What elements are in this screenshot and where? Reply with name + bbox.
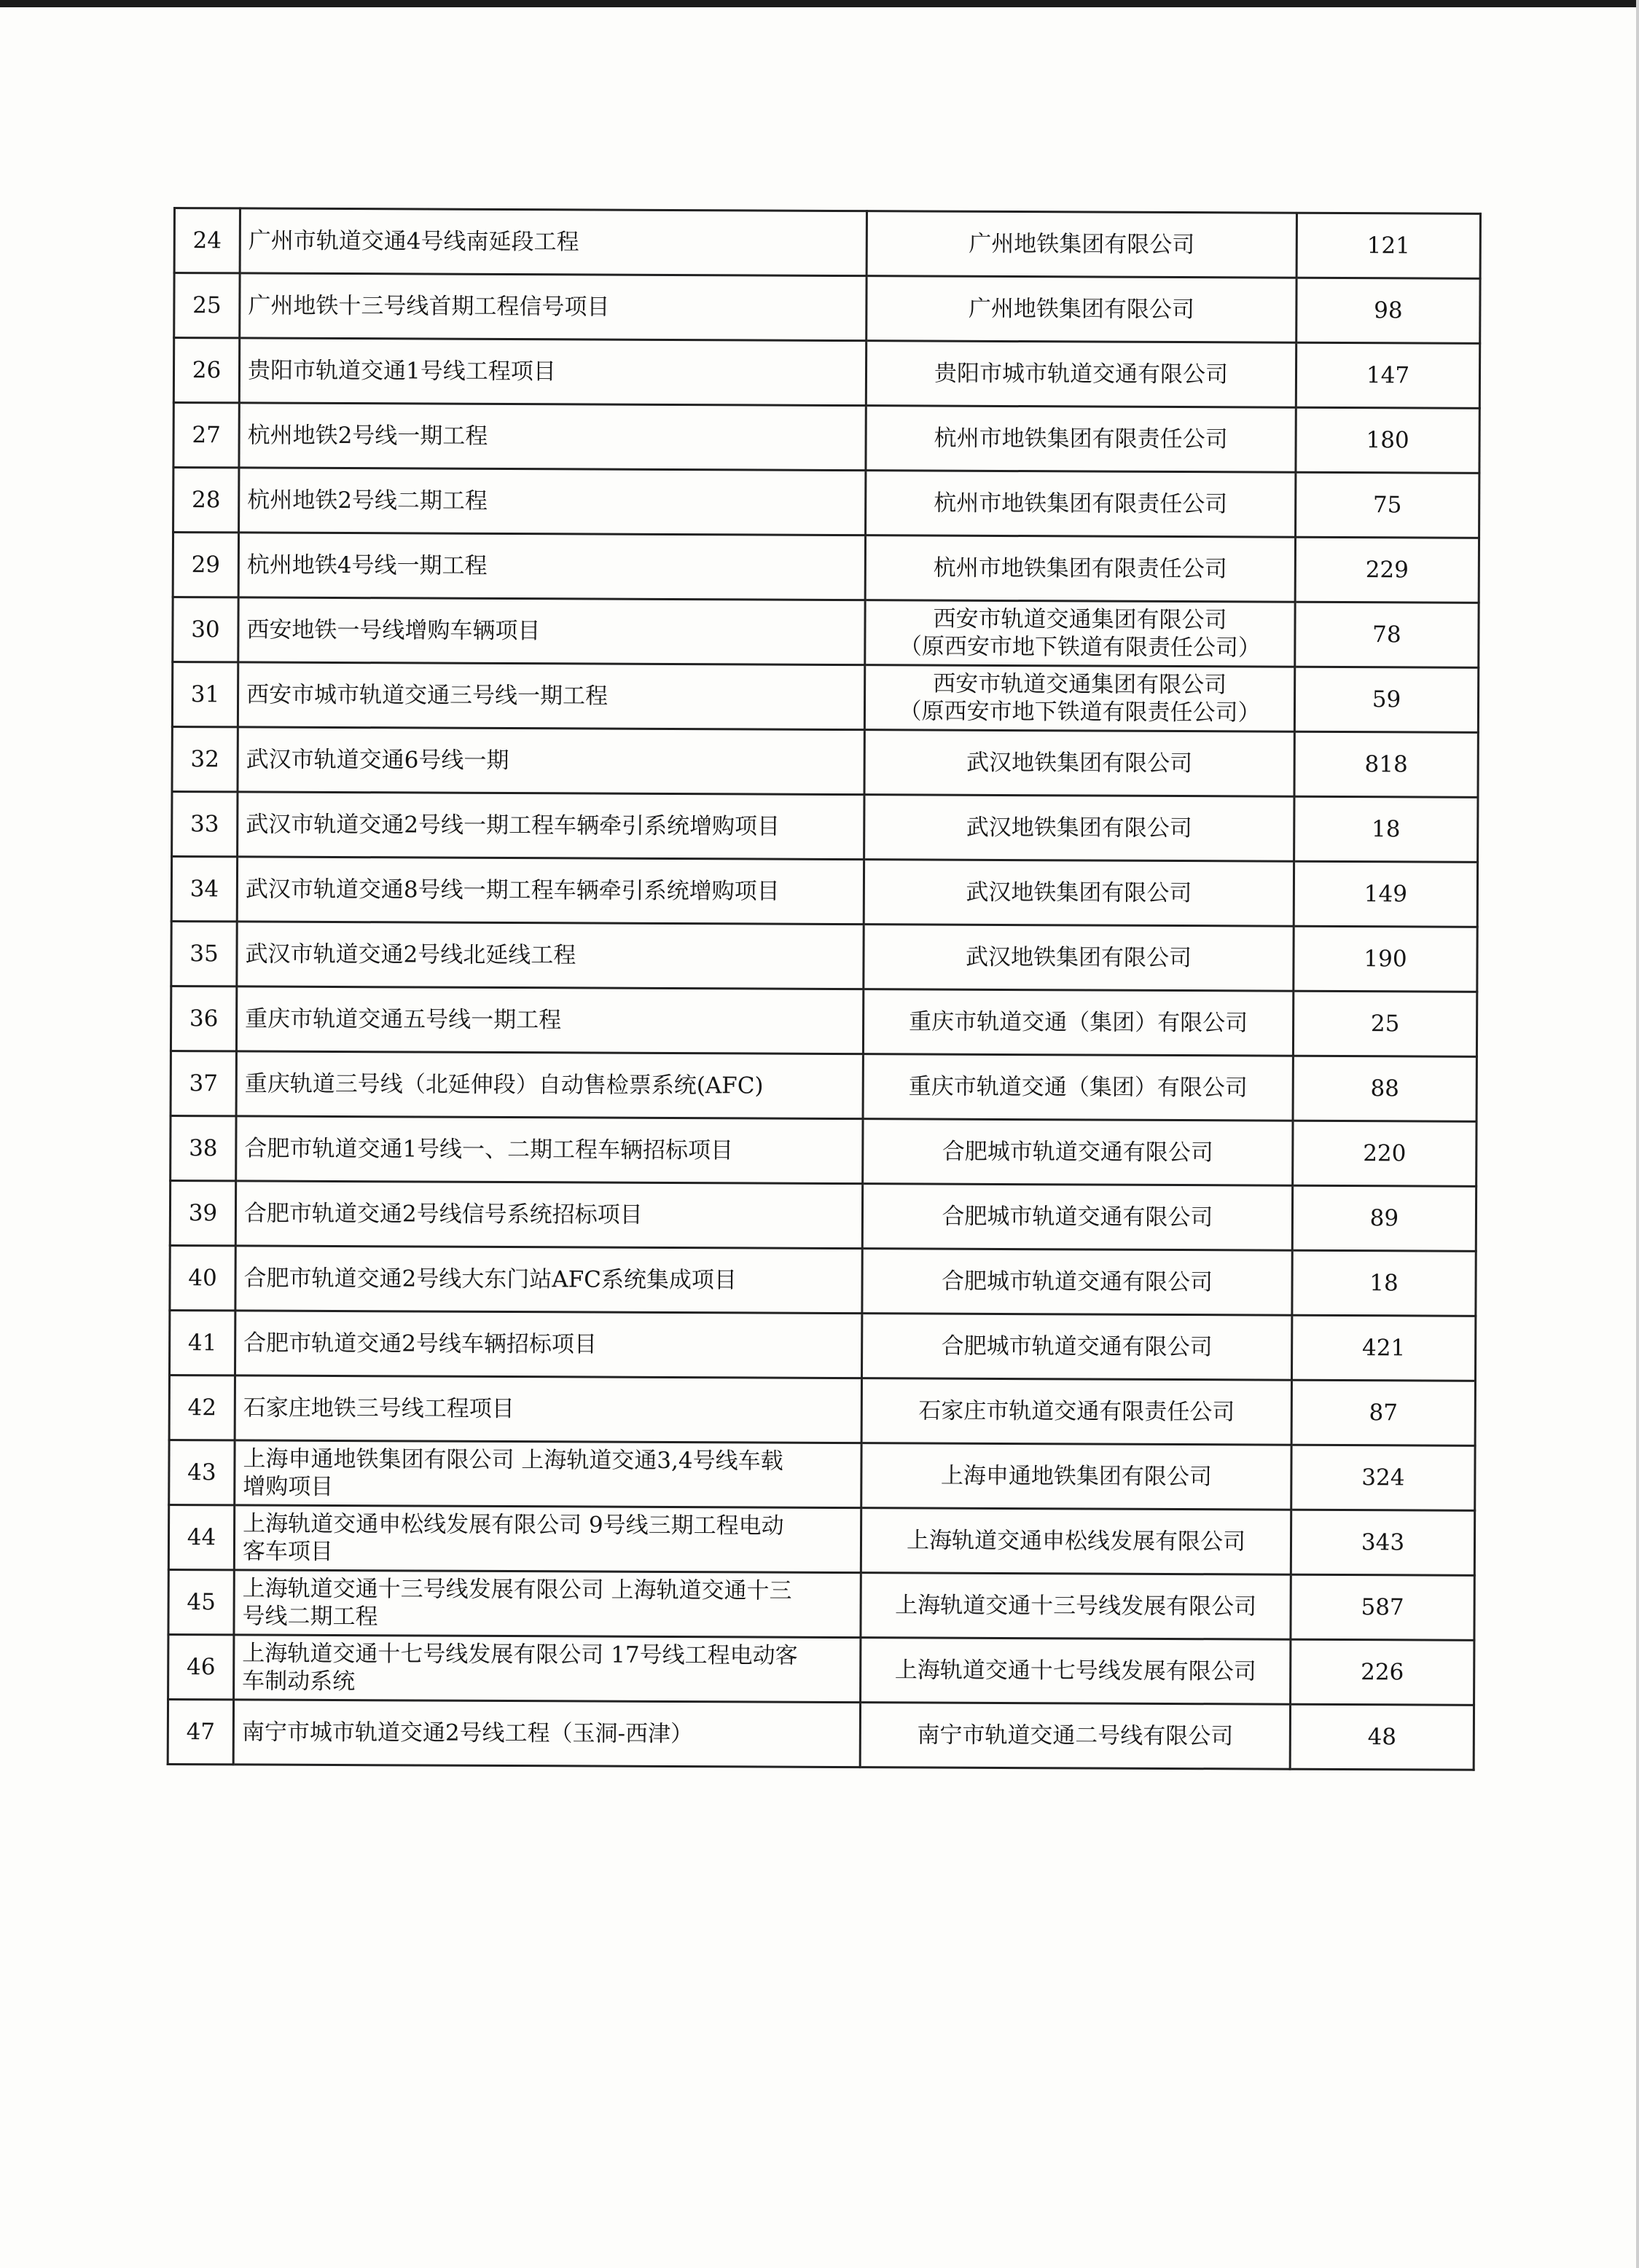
table-row: [171, 921, 1477, 992]
project-name: 重庆市轨道交通五号线一期工程: [236, 986, 863, 1054]
amount-value: 89: [1292, 1185, 1476, 1251]
company-name: 武汉地铁集团有限公司: [864, 860, 1294, 927]
amount-value: 18: [1292, 1250, 1476, 1316]
company-name-line1: 西安市轨道交通集团有限公司: [933, 605, 1227, 634]
project-table: [167, 207, 1482, 1771]
project-name-line1: 上海申通地铁集团有限公司 上海轨道交通3,4号线车载: [243, 1445, 783, 1475]
row-number: 42: [169, 1375, 235, 1440]
company-name: 合肥城市轨道交通有限公司: [861, 1314, 1291, 1381]
amount-value: 421: [1291, 1315, 1475, 1381]
row-number: 40: [170, 1245, 235, 1310]
row-number: 38: [171, 1115, 236, 1180]
amount-value: 147: [1296, 342, 1479, 408]
company-name: 杭州市地铁集团有限责任公司: [865, 535, 1295, 603]
row-number: 37: [171, 1051, 236, 1115]
company-name: 武汉地铁集团有限公司: [864, 730, 1294, 797]
project-name-line2: 增购项目: [243, 1473, 334, 1500]
amount-value: 78: [1295, 602, 1479, 667]
amount-value: 226: [1291, 1639, 1474, 1705]
row-number: 46: [168, 1634, 234, 1699]
row-number: 32: [172, 726, 238, 791]
project-name-line2: 号线二期工程: [242, 1603, 378, 1631]
project-name: 南宁市城市轨道交通2号线工程（玉洞-西津）: [233, 1700, 860, 1767]
project-name: 西安市城市轨道交通三号线一期工程: [238, 662, 864, 730]
company-name-line1: 西安市轨道交通集团有限公司: [933, 670, 1227, 699]
project-name: 合肥市轨道交通1号线一、二期工程车辆招标项目: [236, 1116, 863, 1184]
project-name: 杭州地铁2号线二期工程: [239, 468, 866, 535]
company-name: 武汉地铁集团有限公司: [864, 795, 1294, 862]
table-row: [174, 208, 1480, 279]
company-name: 重庆市轨道交通（集团）有限公司: [863, 989, 1293, 1056]
company-name: 合肥城市轨道交通有限公司: [862, 1184, 1292, 1251]
row-number: 30: [173, 597, 238, 662]
project-name-line1: 上海轨道交通十七号线发展有限公司 17号线工程电动客: [242, 1640, 798, 1669]
company-name: 上海轨道交通十三号线发展有限公司: [861, 1573, 1291, 1640]
company-name: 杭州市地铁集团有限责任公司: [866, 406, 1296, 473]
table-row: [172, 791, 1478, 862]
company-name: 合肥城市轨道交通有限公司: [863, 1119, 1293, 1186]
scan-right-edge: [1636, 0, 1639, 2268]
company-name: 贵阳市城市轨道交通有限公司: [866, 341, 1296, 408]
project-name-line1: 上海轨道交通十三号线发展有限公司 上海轨道交通十三: [242, 1575, 792, 1604]
table-row: [172, 726, 1478, 797]
table-row: [171, 1115, 1476, 1186]
amount-value: 25: [1293, 991, 1476, 1056]
amount-value: 324: [1291, 1445, 1475, 1510]
project-name-line1: 上海轨道交通申松线发展有限公司 9号线三期工程电动: [243, 1510, 784, 1539]
project-name: 武汉市轨道交通6号线一期: [238, 727, 864, 795]
table-row: [169, 1375, 1475, 1445]
row-number: 44: [168, 1504, 234, 1569]
amount-value: 190: [1294, 926, 1477, 992]
company-name: 上海轨道交通申松线发展有限公司: [861, 1508, 1291, 1575]
project-name: 石家庄地铁三号线工程项目: [235, 1376, 861, 1443]
table-row: [172, 662, 1478, 733]
project-name-line2: 客车项目: [242, 1538, 334, 1565]
table-row: [169, 1440, 1475, 1510]
amount-value: 149: [1294, 861, 1477, 927]
row-number: 36: [171, 986, 236, 1051]
project-name: 西安地铁一号线增购车辆项目: [238, 597, 865, 665]
row-number: 34: [171, 856, 237, 921]
table-row: [173, 597, 1479, 668]
company-name: 石家庄市轨道交通有限责任公司: [861, 1378, 1291, 1445]
row-number: 25: [174, 273, 240, 338]
amount-value: 87: [1291, 1380, 1475, 1445]
amount-value: 98: [1296, 278, 1480, 343]
company-name: 广州地铁集团有限公司: [867, 276, 1296, 343]
amount-value: 587: [1291, 1574, 1474, 1640]
row-number: 47: [168, 1699, 233, 1764]
row-number: 45: [168, 1569, 234, 1634]
row-number: 43: [169, 1440, 235, 1504]
row-number: 27: [173, 403, 239, 468]
project-name: 合肥市轨道交通2号线大东门站AFC系统集成项目: [235, 1246, 862, 1314]
project-name: 武汉市轨道交通8号线一期工程车辆牵引系统增购项目: [237, 857, 864, 925]
amount-value: 75: [1296, 472, 1479, 538]
amount-value: 48: [1290, 1704, 1474, 1770]
table-row: [170, 1310, 1476, 1381]
company-name: [865, 600, 1295, 667]
amount-value: 180: [1296, 407, 1479, 473]
company-name: 杭州市地铁集团有限责任公司: [866, 471, 1296, 538]
row-number: 33: [172, 791, 238, 856]
company-name: 上海轨道交通十七号线发展有限公司: [861, 1638, 1291, 1705]
project-name-line2: 车制动系统: [242, 1668, 356, 1695]
amount-value: 59: [1294, 667, 1478, 732]
project-name: 杭州地铁4号线一期工程: [238, 533, 865, 600]
project-name: 贵阳市轨道交通1号线工程项目: [239, 338, 866, 406]
scan-top-edge: [0, 0, 1639, 7]
row-number: 26: [173, 338, 239, 403]
project-name: 重庆轨道三号线（北延伸段）自动售检票系统(AFC): [236, 1051, 863, 1119]
company-name: 上海申通地铁集团有限公司: [861, 1443, 1291, 1510]
company-name-line2: （原西安市地下铁道有限责任公司）: [899, 698, 1261, 726]
project-name: [235, 1440, 861, 1508]
amount-value: 88: [1293, 1056, 1476, 1121]
project-name: 合肥市轨道交通2号线车辆招标项目: [235, 1311, 862, 1378]
company-name: 重庆市轨道交通（集团）有限公司: [863, 1054, 1293, 1121]
company-name-line2: （原西安市地下铁道有限责任公司）: [899, 633, 1261, 662]
company-name: [864, 665, 1294, 732]
amount-value: 18: [1294, 796, 1478, 862]
company-name: 南宁市轨道交通二号线有限公司: [860, 1703, 1290, 1770]
table-row: [171, 986, 1476, 1056]
company-name: 广州地铁集团有限公司: [867, 211, 1296, 278]
amount-value: 229: [1295, 537, 1479, 603]
table-row: [171, 856, 1477, 927]
table-row: [173, 403, 1479, 474]
project-name: [234, 1570, 861, 1638]
row-number: 31: [172, 662, 238, 727]
amount-value: 818: [1294, 731, 1478, 797]
table-row: [168, 1699, 1474, 1770]
project-name: [234, 1505, 861, 1573]
table-row: [168, 1634, 1474, 1705]
table-row: [168, 1504, 1474, 1575]
amount-value: 220: [1293, 1121, 1476, 1186]
company-name: 合肥城市轨道交通有限公司: [862, 1249, 1292, 1316]
amount-value: 343: [1291, 1510, 1474, 1575]
project-name: 武汉市轨道交通2号线北延线工程: [237, 922, 864, 989]
table-row: [170, 1245, 1476, 1316]
row-number: 24: [174, 208, 240, 273]
company-name: 武汉地铁集团有限公司: [864, 925, 1294, 992]
row-number: 41: [170, 1310, 235, 1375]
table-row: [173, 338, 1479, 409]
table-row: [171, 1051, 1476, 1121]
row-number: 28: [173, 468, 239, 533]
row-number: 39: [170, 1180, 235, 1245]
row-number: 29: [173, 533, 238, 597]
amount-value: 121: [1296, 213, 1480, 278]
project-name: 广州市轨道交通4号线南延段工程: [240, 208, 867, 276]
row-number: 35: [171, 921, 237, 986]
project-name: [234, 1635, 861, 1703]
project-name: 杭州地铁2号线一期工程: [239, 403, 866, 471]
project-name: 广州地铁十三号线首期工程信号项目: [240, 273, 867, 341]
project-name: 合肥市轨道交通2号线信号系统招标项目: [235, 1181, 862, 1249]
table-row: [173, 533, 1479, 603]
table-row: [170, 1180, 1476, 1251]
table-row: [173, 468, 1479, 538]
table-row: [174, 273, 1480, 344]
project-name: 武汉市轨道交通2号线一期工程车辆牵引系统增购项目: [238, 792, 864, 860]
table-row: [168, 1569, 1474, 1640]
